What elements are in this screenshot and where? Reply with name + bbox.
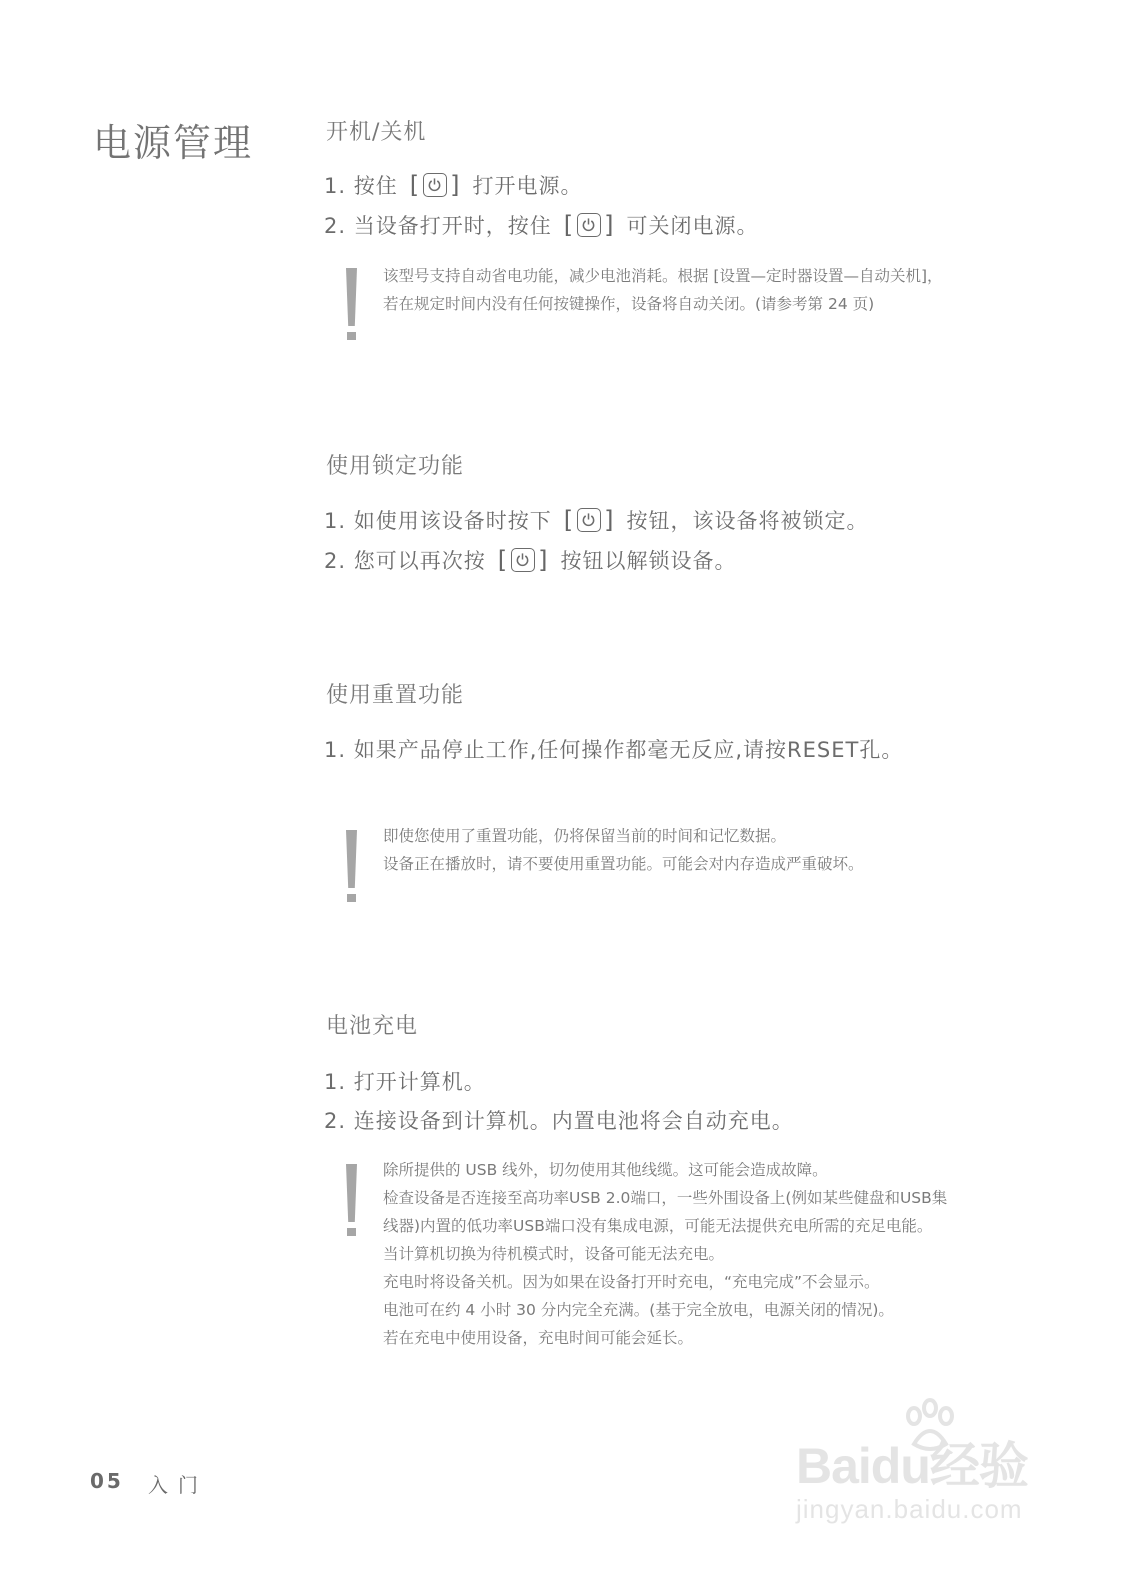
bracket-open: [: [563, 211, 575, 239]
power-note: [383, 262, 1023, 318]
page-number: 05: [90, 1469, 124, 1493]
baidu-watermark: [796, 1398, 1058, 1528]
charge-step-1: 1. 打开计算机。: [324, 1070, 486, 1094]
power-icon: [511, 548, 535, 572]
power-step-2: [324, 210, 758, 240]
reset-note: [383, 822, 1023, 878]
bracket-open: [: [409, 171, 421, 199]
reset-step-1: 1. 如果产品停止工作,任何操作都毫无反应,请按RESET孔。: [324, 738, 904, 762]
charge-note: [383, 1156, 1023, 1352]
bracket-close: ]: [450, 171, 461, 199]
bracket-close: ]: [538, 546, 549, 574]
lock-step-2: [324, 545, 736, 575]
section-label: 入门: [148, 1473, 208, 1497]
bracket-open: [: [497, 546, 509, 574]
note-line: 电池可在约 4 小时 30 分内完全充满。(基于完全放电，电源关闭的情况)。: [383, 1301, 894, 1319]
watermark-main: Baidu经验: [796, 1438, 1028, 1494]
bracket-open: [: [563, 506, 575, 534]
step-text: 1. 按住: [324, 174, 398, 198]
note-line: 当计算机切换为待机模式时，设备可能无法充电。: [383, 1245, 725, 1263]
step-text: 2. 当设备打开时，按住: [324, 214, 552, 238]
section-title-lock: 使用锁定功能: [326, 454, 465, 479]
step-text: 打开电源。: [472, 174, 583, 198]
section-title-charge: 电池充电: [326, 1014, 419, 1039]
exclamation-icon: [344, 830, 358, 902]
note-line: 除所提供的 USB 线外，切勿使用其他线缆。这可能会造成故障。: [383, 1161, 828, 1179]
exclamation-icon: [344, 268, 358, 340]
power-icon: [577, 213, 601, 237]
note-line: 该型号支持自动省电功能，减少电池消耗。根据 [设置—定时器设置—自动关机]，: [383, 267, 943, 285]
chapter-title: 电源管理: [93, 121, 254, 165]
charge-step-2: 2. 连接设备到计算机。内置电池将会自动充电。: [324, 1109, 794, 1133]
step-text: 按钮以解锁设备。: [560, 549, 737, 573]
lock-step-1: [324, 505, 868, 535]
note-line: 检查设备是否连接至高功率USB 2.0端口，一些外围设备上(例如某些健盘和USB集: [383, 1189, 948, 1207]
bracket-close: ]: [604, 506, 615, 534]
step-text: 按钮，该设备将被锁定。: [626, 509, 869, 533]
step-text: 1. 如使用该设备时按下: [324, 509, 552, 533]
note-line: 若在规定时间内没有任何按键操作，设备将自动关闭。(请参考第 24 页): [383, 295, 875, 313]
power-step-1: [324, 170, 582, 200]
bracket-close: ]: [604, 211, 615, 239]
section-title-power: 开机/关机: [326, 120, 427, 145]
power-icon: [423, 173, 447, 197]
note-line: 线器)内置的低功率USB端口没有集成电源，可能无法提供充电所需的充足电能。: [383, 1217, 933, 1235]
power-icon: [577, 508, 601, 532]
note-line: 设备正在播放时，请不要使用重置功能。可能会对内存造成严重破坏。: [383, 855, 864, 873]
step-text: 可关闭电源。: [626, 214, 759, 238]
section-title-reset: 使用重置功能: [326, 683, 465, 708]
step-text: 2. 您可以再次按: [324, 549, 486, 573]
watermark-sub: jingyan.baidu.com: [796, 1494, 1023, 1524]
exclamation-icon: [344, 1164, 358, 1236]
note-line: 即使您使用了重置功能，仍将保留当前的时间和记忆数据。: [383, 827, 787, 845]
note-line: 若在充电中使用设备，充电时间可能会延长。: [383, 1329, 694, 1347]
note-line: 充电时将设备关机。因为如果在设备打开时充电，“充电完成”不会显示。: [383, 1273, 880, 1291]
